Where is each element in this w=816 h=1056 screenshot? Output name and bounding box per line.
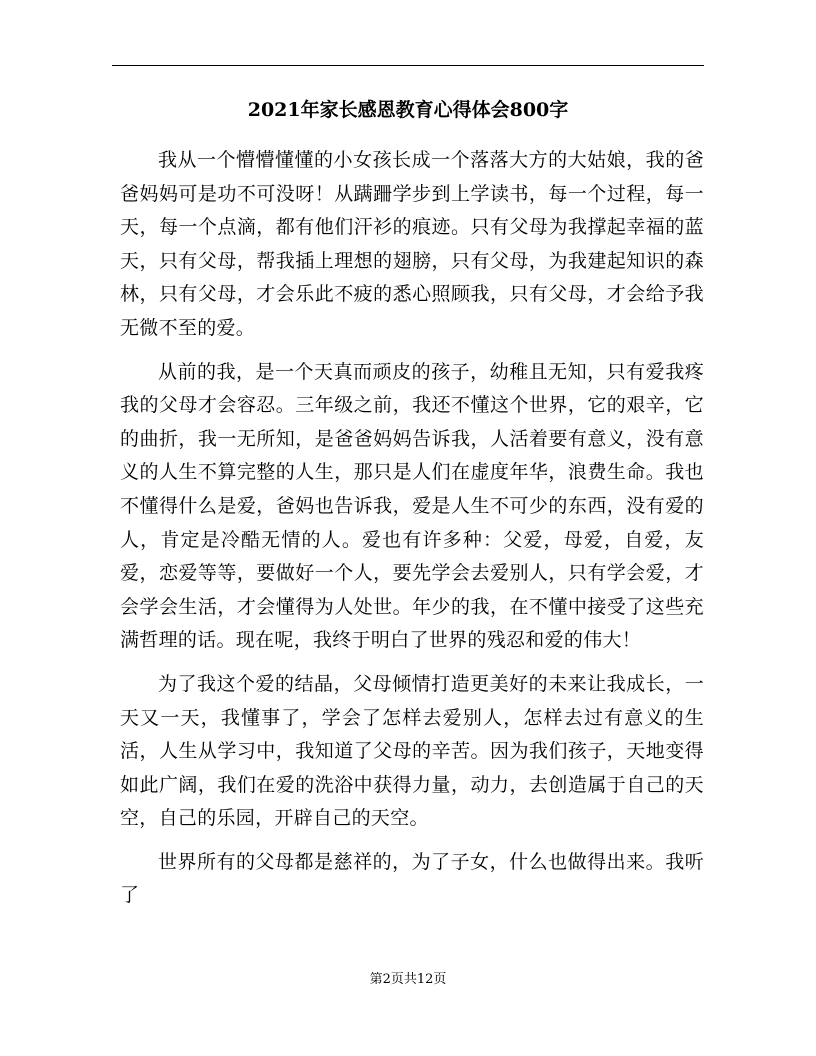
paragraph-4: 世界所有的父母都是慈祥的，为了子女，什么也做得出来。我听了 bbox=[120, 850, 704, 907]
paragraph-3: 为了我这个爱的结晶，父母倾情打造更美好的未来让我成长，一天又一天，我懂事了，学会了怎样去爱别人，怎样去过有意义的生活，人生从学习中，我知道了父母的辛苦。因为我们孩子，天地变得如此广阔，我们在爱的洗浴中获得力量，动力，去创造属于自己的天空，自己的乐园，开辟自己的天空。 bbox=[120, 672, 704, 830]
page-number: 第2页共12页 bbox=[369, 972, 447, 987]
paragraph-2: 从前的我，是一个天真而顽皮的孩子，幼稚且无知，只有爱我疼我的父母才会容忍。三年级之前，我还不懂这个世界，它的艰辛，它的曲折，我一无所知，是爸爸妈妈告诉我，人活着要有意义，没有意义的人生不算完整的人生，那只是人们在虚度年华，浪费生命。我也不懂得什么是爱，爸妈也告诉我，爱是人生不可少的东西，没有爱的人，肯定是冷酷无情的人。爱也有许多种：父爱，母爱，自爱，友爱，恋爱等等，要做好一个人，要先学会去爱别人，只有学会爱，才会学会生活，才会懂得为人处世。年少的我，在不懂中接受了这些充满哲理的话。现在呢，我终于明白了世界的残忍和爱的伟大！ bbox=[120, 360, 704, 652]
paragraph-1: 我从一个懵懵懂懂的小女孩长成一个落落大方的大姑娘，我的爸爸妈妈可是功不可没呀！从蹒跚学步到上学读书，每一个过程，每一天，每一个点滴，都有他们汗衫的痕迹。只有父母为我撑起幸福的蓝天，只有父母，帮我插上理想的翅膀，只有父母，为我建起知识的森林，只有父母，才会乐此不疲的悉心照顾我，只有父母，才会给予我无微不至的爱。 bbox=[120, 149, 704, 339]
document-title: 2021年家长感恩教育心得体会800字 bbox=[247, 99, 569, 121]
document-body bbox=[120, 144, 704, 923]
header-rule bbox=[112, 65, 704, 66]
